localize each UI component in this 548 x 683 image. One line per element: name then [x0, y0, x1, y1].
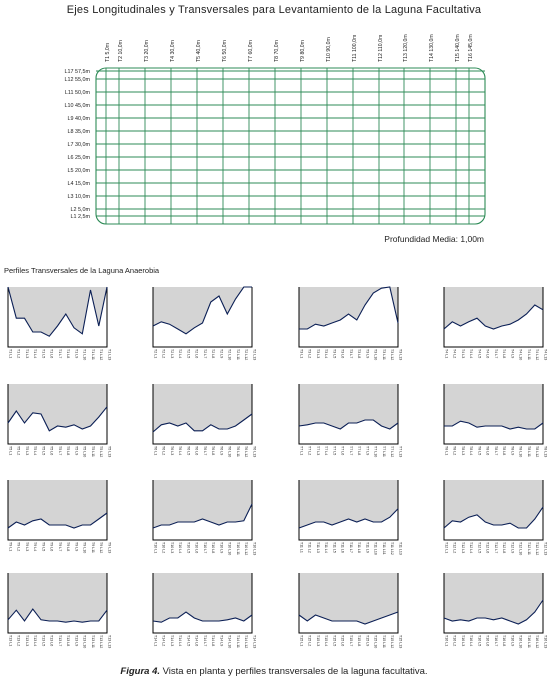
profile-tick-label: T6 L7	[202, 446, 207, 456]
profile-tick-label: T3 L2	[307, 349, 312, 359]
profile-tick-label: T8 L13	[543, 446, 548, 458]
profile-tick-label: T10 L13	[252, 542, 257, 556]
profile-tick-label: T8 L4	[469, 446, 474, 456]
longitudinal-label: L5 20,0m	[67, 168, 90, 174]
profile-tick-label: T11 L4	[324, 542, 329, 553]
profile-tick-label: T11 L10	[373, 542, 378, 555]
profile-tick-label: T12 L2	[452, 542, 457, 554]
profile-tick-label: T13 L7	[57, 635, 62, 647]
profile-tick-label: T7 L13	[398, 446, 403, 458]
profile-tick-label: T3 L1	[299, 349, 304, 359]
profile-tick-label: T13 L13	[107, 635, 112, 649]
profile-tick-label: T14 L2	[161, 635, 166, 647]
profile-chart	[299, 573, 401, 658]
profile-tick-label: T7 L12	[390, 446, 394, 458]
profile-tick-label: T12 L6	[485, 542, 490, 554]
profile-tick-label: T11 L7	[348, 542, 353, 553]
profile-tick-label: T7 L2	[307, 446, 312, 456]
profile-tick-label: T2 L9	[219, 349, 224, 359]
profile-tick-label: T7 L4	[324, 446, 329, 456]
profile-tick-label: T16 L10	[518, 635, 523, 649]
profile-tick-label: T3 L4	[324, 349, 329, 359]
profile-tick-label: T4 L10	[518, 349, 523, 361]
profile-tick-label: T7 L7	[348, 446, 353, 456]
profile-tick-label: T13 L10	[82, 635, 87, 649]
profile-tick-label: T2 L4	[178, 349, 183, 359]
caption-label: Figura 4.	[120, 666, 160, 677]
profile-tick-label: T2 L7	[202, 349, 207, 359]
profile-tick-label: T2 L1	[153, 349, 158, 359]
profile-tick-label: T13 L2	[16, 635, 21, 647]
profile-tick-label: T15 L8	[357, 635, 361, 647]
profile-tick-label: T1 L4	[33, 349, 38, 359]
profile-tick-label: T11 L2	[307, 542, 312, 553]
profile-tick-label: T6 L12	[244, 446, 248, 458]
transversal-label: T9 80,0m	[300, 40, 306, 62]
profile-tick-label: T10 L8	[211, 542, 215, 554]
profile-tick-label: T1 L5	[41, 349, 46, 359]
profile-tick-label: T3 L12	[390, 349, 394, 361]
profile-chart	[299, 384, 401, 469]
profile-tick-label: T10 L11	[235, 542, 240, 555]
profile-tick-label: T5 L7	[57, 446, 62, 456]
profile-tick-label: T11 L13	[398, 542, 403, 555]
profile-tick-label: T16 L3	[460, 635, 465, 647]
longitudinal-label: L10 45,0m	[64, 103, 90, 109]
profile-tick-label: T8 L8	[502, 446, 506, 456]
profile-tick-label: T14 L1	[153, 635, 158, 647]
profile-tick-label: T7 L5	[332, 446, 337, 456]
profile-tick-label: T8 L12	[535, 446, 539, 458]
profile-tick-label: T7 L3	[315, 446, 320, 456]
profile-tick-label: T14 L9	[219, 635, 224, 647]
profile-tick-label: T11 L1	[299, 542, 304, 553]
profile-tick-label: T4 L2	[452, 349, 457, 359]
profile-tick-label: T12 L13	[543, 542, 548, 556]
profile-tick-label: T6 L1	[153, 446, 158, 456]
profile-tick-label: T12 L1	[444, 542, 449, 554]
profile-tick-label: T9 L9	[74, 542, 79, 552]
profile-tick-label: T5 L11	[90, 446, 95, 457]
transversal-label: T14 130,0m	[429, 34, 435, 62]
profile-tick-label: T4 L5	[477, 349, 482, 359]
profile-tick-label: T9 L10	[82, 542, 87, 554]
profile-tick-label: T9 L5	[41, 542, 46, 552]
profile-tick-label: T4 L12	[535, 349, 539, 361]
profile-tick-label: T13 L1	[8, 635, 13, 647]
profile-tick-label: T11 L11	[381, 542, 386, 555]
profile-tick-label: T4 L11	[526, 349, 531, 360]
profile-tick-label: T14 L11	[235, 635, 240, 648]
profile-tick-label: T3 L9	[365, 349, 370, 359]
profile-tick-label: T9 L6	[49, 542, 54, 552]
transversal-label: T13 120,0m	[403, 34, 409, 62]
profile-tick-label: T6 L6	[194, 446, 199, 456]
profile-tick-label: T9 L4	[33, 542, 38, 552]
profile-tick-label: T10 L9	[219, 542, 224, 554]
profile-tick-label: T12 L8	[502, 542, 506, 554]
transversal-label: T1 5,0m	[105, 42, 111, 62]
profile-chart	[299, 480, 401, 565]
profile-tick-label: T11 L3	[315, 542, 320, 553]
longitudinal-label: L9 40,0m	[67, 116, 90, 122]
profile-tick-label: T15 L9	[365, 635, 370, 647]
transversal-label: T16 145,0m	[468, 34, 474, 62]
profile-tick-label: T13 L3	[24, 635, 29, 647]
profile-tick-label: T16 L7	[493, 635, 498, 647]
plan-boundary	[96, 68, 485, 224]
profile-tick-label: T12 L9	[510, 542, 515, 554]
profile-tick-label: T15 L12	[390, 635, 394, 649]
profile-tick-label: T3 L7	[348, 349, 353, 359]
profile-tick-label: T9 L1	[8, 542, 13, 552]
profile-tick-label: T8 L7	[493, 446, 498, 456]
profile-tick-label: T3 L8	[357, 349, 361, 359]
profile-tick-label: T7 L9	[365, 446, 370, 456]
transversal-label: T15 140,0m	[455, 34, 461, 62]
profile-tick-label: T4 L8	[502, 349, 506, 359]
profile-tick-label: T7 L6	[340, 446, 345, 456]
profile-tick-label: T16 L11	[526, 635, 531, 648]
profile-tick-label: T13 L12	[99, 635, 103, 649]
profile-tick-label: T5 L6	[49, 446, 54, 456]
profile-tick-label: T5 L8	[66, 446, 70, 456]
profile-chart	[444, 287, 546, 372]
profile-chart	[444, 573, 546, 658]
profile-tick-label: T1 L3	[24, 349, 29, 359]
profile-tick-label: T12 L5	[477, 542, 482, 554]
profile-tick-label: T2 L10	[227, 349, 232, 361]
profile-tick-label: T5 L9	[74, 446, 79, 456]
longitudinal-label: L7 30,0m	[67, 142, 90, 148]
profile-tick-label: T10 L12	[244, 542, 248, 556]
profile-tick-label: T7 L10	[373, 446, 378, 458]
profile-tick-label: T2 L8	[211, 349, 215, 359]
profile-tick-label: T16 L4	[469, 635, 474, 647]
profile-tick-label: T4 L6	[485, 349, 490, 359]
depth-label: Profundidad Media: 1,00m	[384, 234, 484, 244]
profile-tick-label: T8 L9	[510, 446, 515, 456]
profile-tick-label: T15 L10	[373, 635, 378, 649]
profile-tick-label: T2 L2	[161, 349, 166, 359]
profile-tick-label: T15 L13	[398, 635, 403, 649]
transversal-label: T11 100,0m	[352, 34, 358, 62]
profile-tick-label: T4 L9	[510, 349, 515, 359]
profile-tick-label: T10 L6	[194, 542, 199, 554]
profile-tick-label: T9 L12	[99, 542, 103, 554]
longitudinal-label: L4 15,0m	[67, 181, 90, 187]
transversal-label: T4 30,0m	[170, 40, 176, 62]
transversal-label: T8 70,0m	[274, 40, 280, 62]
profile-tick-label: T6 L10	[227, 446, 232, 458]
profile-tick-label: T5 L2	[16, 446, 21, 456]
profile-tick-label: T5 L13	[107, 446, 112, 458]
profile-tick-label: T5 L4	[33, 446, 38, 456]
section-title: Perfiles Transversales de la Laguna Anaerobia	[4, 266, 160, 275]
transversal-label: T7 60,0m	[248, 40, 254, 62]
profile-tick-label: T6 L8	[211, 446, 215, 456]
profile-tick-label: T15 L5	[332, 635, 337, 647]
profile-tick-label: T11 L8	[357, 542, 361, 553]
profile-chart	[8, 480, 110, 565]
longitudinal-label: L2 5,0m	[70, 207, 90, 213]
profile-tick-label: T6 L5	[186, 446, 191, 456]
profile-tick-label: T16 L9	[510, 635, 515, 647]
profile-tick-label: T14 L8	[211, 635, 215, 647]
profile-tick-label: T8 L1	[444, 446, 449, 456]
profile-tick-label: T15 L1	[299, 635, 304, 647]
profile-tick-label: T1 L9	[74, 349, 79, 359]
profile-tick-label: T9 L13	[107, 542, 112, 554]
profile-tick-label: T10 L5	[186, 542, 191, 554]
profile-tick-label: T14 L13	[252, 635, 257, 649]
profile-tick-label: T15 L4	[324, 635, 329, 647]
profile-tick-label: T12 L4	[469, 542, 474, 554]
profile-tick-label: T10 L1	[153, 542, 158, 554]
transversal-label: T2 10,0m	[118, 40, 124, 62]
profile-tick-label: T13 L4	[33, 635, 38, 647]
profile-tick-label: T1 L13	[107, 349, 112, 361]
profile-tick-label: T7 L11	[381, 446, 386, 457]
profile-tick-label: T2 L5	[186, 349, 191, 359]
profile-tick-label: T13 L11	[90, 635, 95, 648]
profile-tick-label: T3 L13	[398, 349, 403, 361]
profile-tick-label: T1 L7	[57, 349, 62, 359]
profile-tick-label: T1 L10	[82, 349, 87, 361]
profile-chart	[444, 480, 546, 565]
profile-chart	[153, 287, 255, 372]
transversal-label: T3 20,0m	[144, 40, 150, 62]
profile-tick-label: T14 L6	[194, 635, 199, 647]
transversal-label: T6 50,0m	[222, 40, 228, 62]
profile-tick-label: T3 L6	[340, 349, 345, 359]
profile-tick-label: T16 L12	[535, 635, 539, 649]
profile-tick-label: T5 L12	[99, 446, 103, 458]
profile-chart	[153, 480, 255, 565]
profile-chart	[299, 287, 401, 372]
profile-tick-label: T2 L3	[169, 349, 174, 359]
plan-view	[0, 0, 548, 250]
profile-tick-label: T10 L3	[169, 542, 174, 554]
profile-tick-label: T10 L10	[227, 542, 232, 556]
longitudinal-label: L1 2,5m	[70, 214, 90, 220]
profile-tick-label: T5 L10	[82, 446, 87, 458]
profile-tick-label: T16 L13	[543, 635, 548, 649]
profile-tick-label: T14 L4	[178, 635, 183, 647]
profile-tick-label: T7 L8	[357, 446, 361, 456]
transversal-label: T5 40,0m	[196, 40, 202, 62]
profile-chart	[153, 573, 255, 658]
profile-tick-label: T4 L1	[444, 349, 449, 359]
profile-tick-label: T11 L5	[332, 542, 337, 553]
profile-tick-label: T13 L9	[74, 635, 79, 647]
profile-tick-label: T6 L11	[235, 446, 240, 457]
transversal-label: T10 90,0m	[326, 37, 332, 62]
profile-tick-label: T14 L12	[244, 635, 248, 649]
profile-tick-label: T1 L1	[8, 349, 13, 359]
longitudinal-label: L6 25,0m	[67, 155, 90, 161]
profile-tick-label: T10 L7	[202, 542, 207, 554]
profile-tick-label: T9 L8	[66, 542, 70, 552]
profile-tick-label: T12 L11	[526, 542, 531, 555]
profile-tick-label: T8 L10	[518, 446, 523, 458]
profile-tick-label: T2 L13	[252, 349, 257, 361]
figure-caption	[0, 666, 548, 677]
profile-tick-label: T8 L5	[477, 446, 482, 456]
profile-tick-label: T1 L11	[90, 349, 95, 360]
profile-tick-label: T11 L9	[365, 542, 370, 553]
profile-tick-label: T15 L2	[307, 635, 312, 647]
profile-tick-label: T5 L3	[24, 446, 29, 456]
profile-tick-label: T9 L11	[90, 542, 95, 553]
profile-tick-label: T12 L10	[518, 542, 523, 556]
profile-tick-label: T13 L8	[66, 635, 70, 647]
profile-tick-label: T15 L3	[315, 635, 320, 647]
profile-tick-label: T12 L7	[493, 542, 498, 554]
profile-tick-label: T16 L6	[485, 635, 490, 647]
profile-tick-label: T16 L8	[502, 635, 506, 647]
profile-tick-label: T8 L2	[452, 446, 457, 456]
profile-tick-label: T8 L3	[460, 446, 465, 456]
profile-tick-label: T11 L12	[390, 542, 394, 555]
profile-tick-label: T3 L5	[332, 349, 337, 359]
profile-tick-label: T6 L4	[178, 446, 183, 456]
profile-tick-label: T9 L3	[24, 542, 29, 552]
profile-tick-label: T2 L6	[194, 349, 199, 359]
profile-tick-label: T1 L6	[49, 349, 54, 359]
longitudinal-label: L11 50,0m	[64, 90, 90, 96]
profile-tick-label: T2 L11	[235, 349, 240, 360]
profile-tick-label: T5 L5	[41, 446, 46, 456]
profile-tick-label: T3 L10	[373, 349, 378, 361]
profile-tick-label: T13 L6	[49, 635, 54, 647]
profile-tick-label: T4 L3	[460, 349, 465, 359]
profile-tick-label: T11 L6	[340, 542, 345, 553]
profile-tick-label: T13 L5	[41, 635, 46, 647]
profile-chart	[444, 384, 546, 469]
profile-tick-label: T14 L5	[186, 635, 191, 647]
profile-tick-label: T15 L7	[348, 635, 353, 647]
profile-tick-label: T4 L4	[469, 349, 474, 359]
longitudinal-label: L17 57,5m	[64, 69, 90, 75]
profile-tick-label: T8 L6	[485, 446, 490, 456]
profile-tick-label: T9 L2	[16, 542, 21, 552]
profile-tick-label: T6 L13	[252, 446, 257, 458]
profile-tick-label: T12 L3	[460, 542, 465, 554]
transversal-label: T12 110,0m	[378, 34, 384, 62]
profile-tick-label: T4 L7	[493, 349, 498, 359]
profile-tick-label: T16 L5	[477, 635, 482, 647]
figure-title: Ejes Longitudinales y Transversales para Levantamiento de la Laguna Facultativa	[66, 4, 482, 16]
profile-tick-label: T3 L11	[381, 349, 386, 360]
profile-tick-label: T15 L6	[340, 635, 345, 647]
profile-tick-label: T4 L13	[543, 349, 548, 361]
profile-tick-label: T10 L4	[178, 542, 183, 554]
profile-chart	[8, 287, 110, 372]
profile-tick-label: T7 L1	[299, 446, 304, 456]
longitudinal-label: L3 10,0m	[67, 194, 90, 200]
profile-tick-label: T15 L11	[381, 635, 386, 648]
longitudinal-label: L12 55,0m	[64, 77, 90, 83]
profile-tick-label: T12 L12	[535, 542, 539, 556]
profile-tick-label: T14 L10	[227, 635, 232, 649]
profile-tick-label: T6 L9	[219, 446, 224, 456]
profile-chart	[8, 384, 110, 469]
profile-tick-label: T8 L11	[526, 446, 531, 457]
profile-chart	[8, 573, 110, 658]
profile-tick-label: T6 L3	[169, 446, 174, 456]
caption-text: Vista en planta y perfiles transversales de la laguna facultativa.	[160, 666, 428, 677]
profile-tick-label: T5 L1	[8, 446, 13, 456]
profile-tick-label: T3 L3	[315, 349, 320, 359]
profile-tick-label: T2 L12	[244, 349, 248, 361]
longitudinal-label: L8 35,0m	[67, 129, 90, 135]
profile-tick-label: T6 L2	[161, 446, 166, 456]
profile-chart	[153, 384, 255, 469]
profile-tick-label: T1 L2	[16, 349, 21, 359]
profile-tick-label: T14 L7	[202, 635, 207, 647]
profile-tick-label: T16 L2	[452, 635, 457, 647]
profile-tick-label: T10 L2	[161, 542, 166, 554]
profile-tick-label: T1 L12	[99, 349, 103, 361]
profile-tick-label: T16 L1	[444, 635, 449, 647]
profile-tick-label: T1 L8	[66, 349, 70, 359]
profile-tick-label: T9 L7	[57, 542, 62, 552]
profile-tick-label: T14 L3	[169, 635, 174, 647]
